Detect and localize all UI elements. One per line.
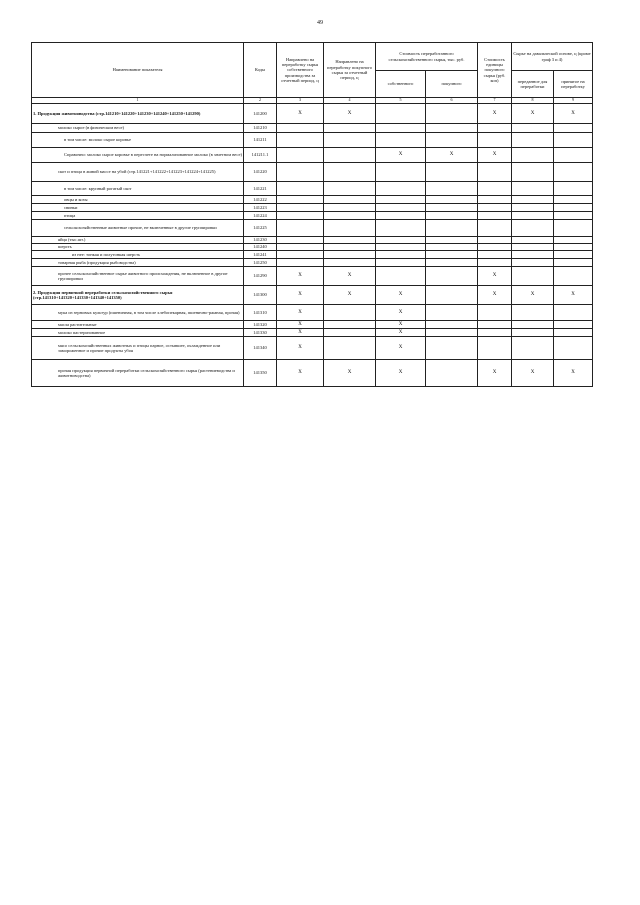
table-row xyxy=(32,212,593,220)
table-row xyxy=(32,220,593,237)
column-number: 7 xyxy=(478,98,512,104)
row-code: 141211.1 xyxy=(244,148,277,163)
data-cell xyxy=(512,337,554,360)
data-cell xyxy=(554,237,593,244)
data-cell xyxy=(478,204,512,212)
data-cell xyxy=(426,337,478,360)
data-cell: X xyxy=(324,360,376,387)
data-cell xyxy=(324,220,376,237)
data-cell: X xyxy=(478,267,512,286)
data-cell xyxy=(512,133,554,148)
data-cell xyxy=(554,267,593,286)
data-cell xyxy=(554,220,593,237)
data-cell: X xyxy=(376,148,426,163)
data-cell xyxy=(376,196,426,204)
column-number: 5 xyxy=(376,98,426,104)
row-name: мука из зерновых культур (пшеничная, в том числе хлебопекарная, пшенично-ржаная, прочая) xyxy=(32,305,244,321)
data-cell: X xyxy=(554,104,593,124)
data-cell: X xyxy=(554,360,593,387)
data-cell xyxy=(376,182,426,196)
row-name: овцы и козы xyxy=(32,196,244,204)
data-cell xyxy=(376,244,426,251)
data-cell: X xyxy=(426,148,478,163)
data-cell xyxy=(324,124,376,133)
data-cell: X xyxy=(376,305,426,321)
data-cell xyxy=(376,124,426,133)
data-cell xyxy=(478,220,512,237)
data-cell xyxy=(512,305,554,321)
column-number: 9 xyxy=(554,98,593,104)
data-cell xyxy=(426,267,478,286)
data-cell: X xyxy=(324,267,376,286)
data-cell xyxy=(554,182,593,196)
data-cell: X xyxy=(277,267,324,286)
data-cell xyxy=(554,196,593,204)
data-cell xyxy=(277,124,324,133)
data-cell xyxy=(324,204,376,212)
data-cell xyxy=(324,337,376,360)
data-cell xyxy=(478,321,512,329)
data-cell xyxy=(277,259,324,267)
row-name: прочее сельскохозяйственное сырье животного происхождения, не включенное в другие группировки xyxy=(32,267,244,286)
data-cell xyxy=(554,204,593,212)
table-row xyxy=(32,329,593,337)
row-code: 141310 xyxy=(244,305,277,321)
data-cell xyxy=(512,212,554,220)
data-cell xyxy=(426,360,478,387)
table-row xyxy=(32,267,593,286)
header-bought-raw: Направлено на переработку покупного сырья за отчетный период, ц xyxy=(324,43,376,98)
row-code: 141222 xyxy=(244,196,277,204)
data-cell xyxy=(478,305,512,321)
data-cell: X xyxy=(277,104,324,124)
data-cell xyxy=(554,133,593,148)
data-cell xyxy=(376,104,426,124)
data-cell xyxy=(426,196,478,204)
row-name: в том числе: молоко сырое коровье xyxy=(32,133,244,148)
data-cell xyxy=(426,305,478,321)
data-cell xyxy=(324,244,376,251)
data-cell xyxy=(426,124,478,133)
data-cell xyxy=(512,259,554,267)
data-cell xyxy=(478,259,512,267)
data-cell xyxy=(426,329,478,337)
data-cell: X xyxy=(277,305,324,321)
data-cell xyxy=(324,133,376,148)
data-cell xyxy=(426,220,478,237)
table-row xyxy=(32,244,593,251)
data-cell xyxy=(478,182,512,196)
data-cell xyxy=(512,163,554,182)
column-number: 8 xyxy=(512,98,554,104)
header-unit-cost: Стоимость единицы покупного сырья (руб. коп) xyxy=(478,43,512,98)
data-cell xyxy=(554,212,593,220)
data-cell xyxy=(512,237,554,244)
row-name: сельскохозяйственные животные прочие, не включенные в другие группировки xyxy=(32,220,244,237)
row-code: 141241 xyxy=(244,251,277,259)
row-code: 141250 xyxy=(244,259,277,267)
table-row xyxy=(32,251,593,259)
data-cell xyxy=(554,305,593,321)
data-cell xyxy=(426,321,478,329)
data-cell xyxy=(376,212,426,220)
table-row xyxy=(32,337,593,360)
header-cost-own: собственного xyxy=(376,71,426,98)
data-cell xyxy=(554,251,593,259)
data-cell: X xyxy=(478,148,512,163)
row-code: 141240 xyxy=(244,244,277,251)
data-cell: X xyxy=(277,360,324,387)
data-cell xyxy=(554,124,593,133)
data-cell xyxy=(478,124,512,133)
data-cell xyxy=(376,220,426,237)
table-row xyxy=(32,163,593,182)
data-cell xyxy=(554,259,593,267)
data-cell xyxy=(512,267,554,286)
column-number: 2 xyxy=(244,98,277,104)
table-row xyxy=(32,321,593,329)
data-cell xyxy=(478,196,512,204)
row-name: яйца (тыс.шт.) xyxy=(32,237,244,244)
data-cell xyxy=(512,251,554,259)
data-cell: X xyxy=(277,337,324,360)
column-number: 4 xyxy=(324,98,376,104)
header-name: Наименование показателя xyxy=(32,43,244,98)
row-name: Справочно: молоко сырое коровье в пересчете на нормализованное молоко (в зачетном весе) xyxy=(32,148,244,163)
data-cell xyxy=(277,163,324,182)
row-name: молоко сырое (в физическом весе) xyxy=(32,124,244,133)
header-own-raw: Направлено на переработку сырья собственного производства за отчетный период, ц xyxy=(277,43,324,98)
data-cell: X xyxy=(478,104,512,124)
row-code: 141200 xyxy=(244,104,277,124)
data-cell: X xyxy=(512,104,554,124)
data-cell xyxy=(426,237,478,244)
data-cell xyxy=(277,237,324,244)
data-cell xyxy=(512,182,554,196)
data-cell xyxy=(277,212,324,220)
data-cell xyxy=(478,329,512,337)
data-cell xyxy=(324,163,376,182)
data-cell xyxy=(554,244,593,251)
data-cell xyxy=(554,329,593,337)
row-code: 141320 xyxy=(244,321,277,329)
data-cell xyxy=(324,196,376,204)
column-number: 1 xyxy=(32,98,244,104)
row-name: товарная рыба (продукция рыбоводства) xyxy=(32,259,244,267)
data-cell xyxy=(376,133,426,148)
data-cell xyxy=(277,196,324,204)
table-row xyxy=(32,259,593,267)
row-code: 141230 xyxy=(244,237,277,244)
data-cell: X xyxy=(478,360,512,387)
data-cell xyxy=(376,259,426,267)
data-cell xyxy=(324,212,376,220)
data-cell: X xyxy=(277,286,324,305)
data-cell xyxy=(376,251,426,259)
row-name: 2. Продукция первичной переработки сельскохозяйственного сырья (стр.141310+141320+141330+141340+141350) xyxy=(32,286,244,305)
table-row xyxy=(32,148,593,163)
data-cell xyxy=(277,204,324,212)
data-cell xyxy=(426,244,478,251)
header-toll-given: переданное для переработки xyxy=(512,71,554,98)
data-cell xyxy=(426,104,478,124)
row-name: скот и птица в живой массе на убой (стр.141221+141222+141223+141224+141225) xyxy=(32,163,244,182)
row-code: 141220 xyxy=(244,163,277,182)
row-code: 141330 xyxy=(244,329,277,337)
row-code: 141290 xyxy=(244,267,277,286)
data-cell: X xyxy=(554,286,593,305)
data-cell xyxy=(478,237,512,244)
row-name: шерсть xyxy=(32,244,244,251)
data-cell: X xyxy=(478,286,512,305)
data-cell xyxy=(277,133,324,148)
data-cell xyxy=(277,244,324,251)
data-cell xyxy=(478,163,512,182)
data-cell xyxy=(324,305,376,321)
header-code: Коды xyxy=(244,43,277,98)
data-cell: X xyxy=(324,286,376,305)
data-cell xyxy=(426,212,478,220)
data-cell xyxy=(478,337,512,360)
row-name: из нее: тонкая и полутонкая шерсть xyxy=(32,251,244,259)
row-name: птица xyxy=(32,212,244,220)
data-cell xyxy=(426,251,478,259)
data-cell xyxy=(426,163,478,182)
data-cell xyxy=(512,220,554,237)
data-cell xyxy=(512,124,554,133)
data-cell xyxy=(554,321,593,329)
data-cell xyxy=(512,244,554,251)
table-row xyxy=(32,305,593,321)
table-row xyxy=(32,286,593,305)
data-cell xyxy=(277,220,324,237)
data-cell: X xyxy=(376,321,426,329)
table-row xyxy=(32,237,593,244)
data-cell: X xyxy=(277,321,324,329)
row-name: масла растительные xyxy=(32,321,244,329)
data-cell: X xyxy=(512,286,554,305)
data-cell xyxy=(478,244,512,251)
data-cell xyxy=(554,163,593,182)
data-cell: X xyxy=(376,286,426,305)
data-cell xyxy=(324,259,376,267)
data-cell: X xyxy=(512,360,554,387)
data-cell xyxy=(277,182,324,196)
data-cell xyxy=(426,204,478,212)
data-cell xyxy=(376,237,426,244)
row-code: 141221 xyxy=(244,182,277,196)
data-cell xyxy=(376,204,426,212)
column-number: 3 xyxy=(277,98,324,104)
table-row xyxy=(32,133,593,148)
data-cell xyxy=(324,148,376,163)
row-code: 141211 xyxy=(244,133,277,148)
row-code: 141223 xyxy=(244,204,277,212)
data-cell xyxy=(376,267,426,286)
row-code: 141340 xyxy=(244,337,277,360)
data-cell xyxy=(512,196,554,204)
data-cell xyxy=(324,321,376,329)
data-cell xyxy=(426,133,478,148)
row-name: в том числе: крупный рогатый скот xyxy=(32,182,244,196)
table-row xyxy=(32,124,593,133)
form-table xyxy=(31,42,593,387)
table-row xyxy=(32,196,593,204)
data-cell xyxy=(324,329,376,337)
data-cell xyxy=(478,212,512,220)
data-cell xyxy=(512,204,554,212)
row-code: 141350 xyxy=(244,360,277,387)
row-name: 1. Продукция животноводства (стр.141210+141220+141230+141240+141250+141290) xyxy=(32,104,244,124)
table-row xyxy=(32,360,593,387)
header-cost-group: Стоимость переработанного сельскохозяйственного сырья, тыс. руб. xyxy=(376,43,478,71)
data-cell xyxy=(324,182,376,196)
data-cell xyxy=(426,259,478,267)
row-name: молоко пастеризованное xyxy=(32,329,244,337)
data-cell xyxy=(478,133,512,148)
table-row xyxy=(32,204,593,212)
row-code: 141225 xyxy=(244,220,277,237)
data-cell xyxy=(554,148,593,163)
table-row xyxy=(32,182,593,196)
data-cell xyxy=(426,286,478,305)
data-cell: X xyxy=(376,337,426,360)
data-cell xyxy=(512,148,554,163)
row-code: 141300 xyxy=(244,286,277,305)
table-row xyxy=(32,104,593,124)
data-cell: X xyxy=(324,104,376,124)
header-toll-group: Сырье на давальческой основе, ц (кроме граф 3 и 4) xyxy=(512,43,593,71)
row-name: мясо сельскохозяйственных животных и птицы парное, остывшее, охлажденное или замороженное и прочие продукты убоя xyxy=(32,337,244,360)
data-cell xyxy=(512,329,554,337)
data-cell xyxy=(512,321,554,329)
data-cell xyxy=(376,163,426,182)
data-cell: X xyxy=(277,329,324,337)
row-code: 141210 xyxy=(244,124,277,133)
data-cell xyxy=(324,237,376,244)
data-cell xyxy=(324,251,376,259)
row-code: 141224 xyxy=(244,212,277,220)
data-cell: X xyxy=(376,360,426,387)
table-body xyxy=(32,104,593,387)
column-number: 6 xyxy=(426,98,478,104)
data-cell: X xyxy=(376,329,426,337)
header-toll-accepted: принятое на переработку xyxy=(554,71,593,98)
data-cell xyxy=(478,251,512,259)
data-cell xyxy=(554,337,593,360)
data-cell xyxy=(277,251,324,259)
row-name: свиньи xyxy=(32,204,244,212)
data-cell xyxy=(426,182,478,196)
row-name: прочая продукция первичной переработки сельскохозяйственного сырья (растениеводства и животноводства) xyxy=(32,360,244,387)
data-cell xyxy=(277,148,324,163)
page-number: 49 xyxy=(317,20,323,26)
header-cost-bought: покупного xyxy=(426,71,478,98)
